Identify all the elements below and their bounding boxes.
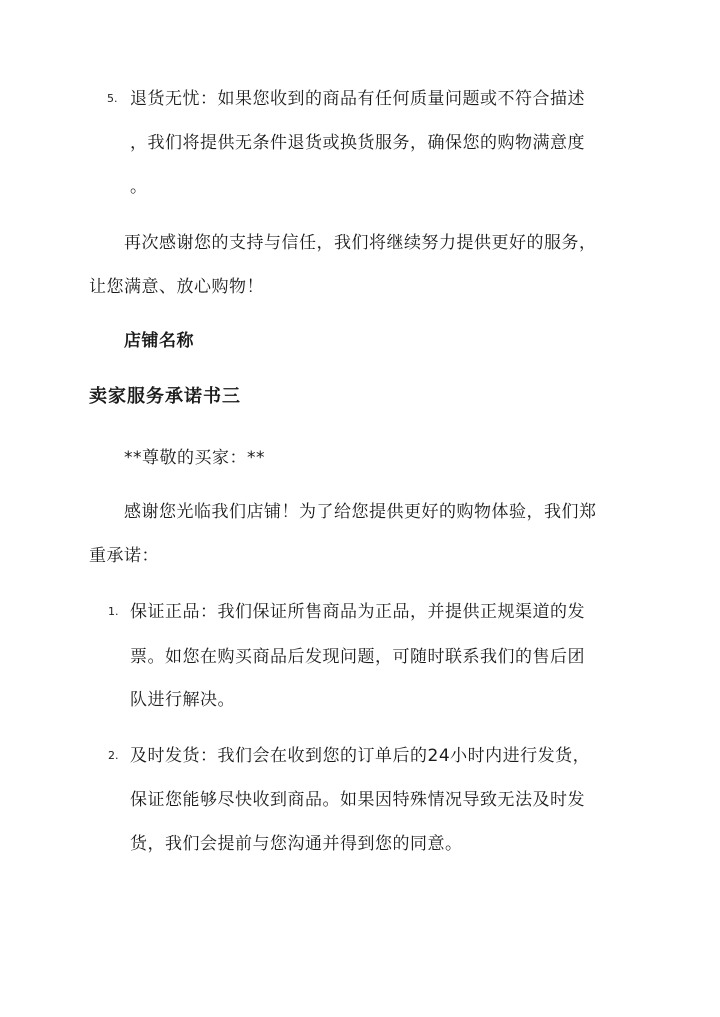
list-item-text: 及时发货：我们会在收到您的订单后的24小时内进行发货， — [130, 746, 591, 766]
section-title: 卖家服务承诺书三 — [89, 386, 241, 407]
paragraph-line: 再次感谢您的支持与信任，我们将继续努力提供更好的服务， — [124, 233, 597, 253]
paragraph-line: 让您满意、放心购物！ — [89, 277, 264, 297]
list-item-text: 。 — [130, 177, 148, 197]
list-item-text: 保证正品：我们保证所售商品为正品，并提供正规渠道的发 — [130, 602, 585, 622]
list-item-text: 票。如您在购买商品后发现问题，可随时联系我们的售后团 — [130, 647, 585, 667]
list-item-text: 退货无忧：如果您收到的商品有任何质量问题或不符合描述 — [130, 89, 585, 109]
list-number: 5. — [107, 92, 118, 105]
paragraph-line: 感谢您光临我们店铺！为了给您提供更好的购物体验，我们郑 — [124, 502, 597, 522]
list-item-text: 货，我们会提前与您沟通并得到您的同意。 — [130, 834, 463, 854]
list-number: 2. — [108, 749, 119, 762]
list-item-text: 队进行解决。 — [130, 690, 235, 710]
paragraph-line: 重承诺： — [89, 546, 159, 566]
list-item-text: ，我们将提供无条件退货或换货服务，确保您的购物满意度 — [130, 133, 585, 153]
shop-signature: 店铺名称 — [124, 331, 194, 351]
list-item-text: 保证您能够尽快收到商品。如果因特殊情况导致无法及时发 — [130, 790, 585, 810]
greeting: **尊敬的买家：** — [124, 448, 265, 468]
list-number: 1. — [108, 605, 119, 618]
